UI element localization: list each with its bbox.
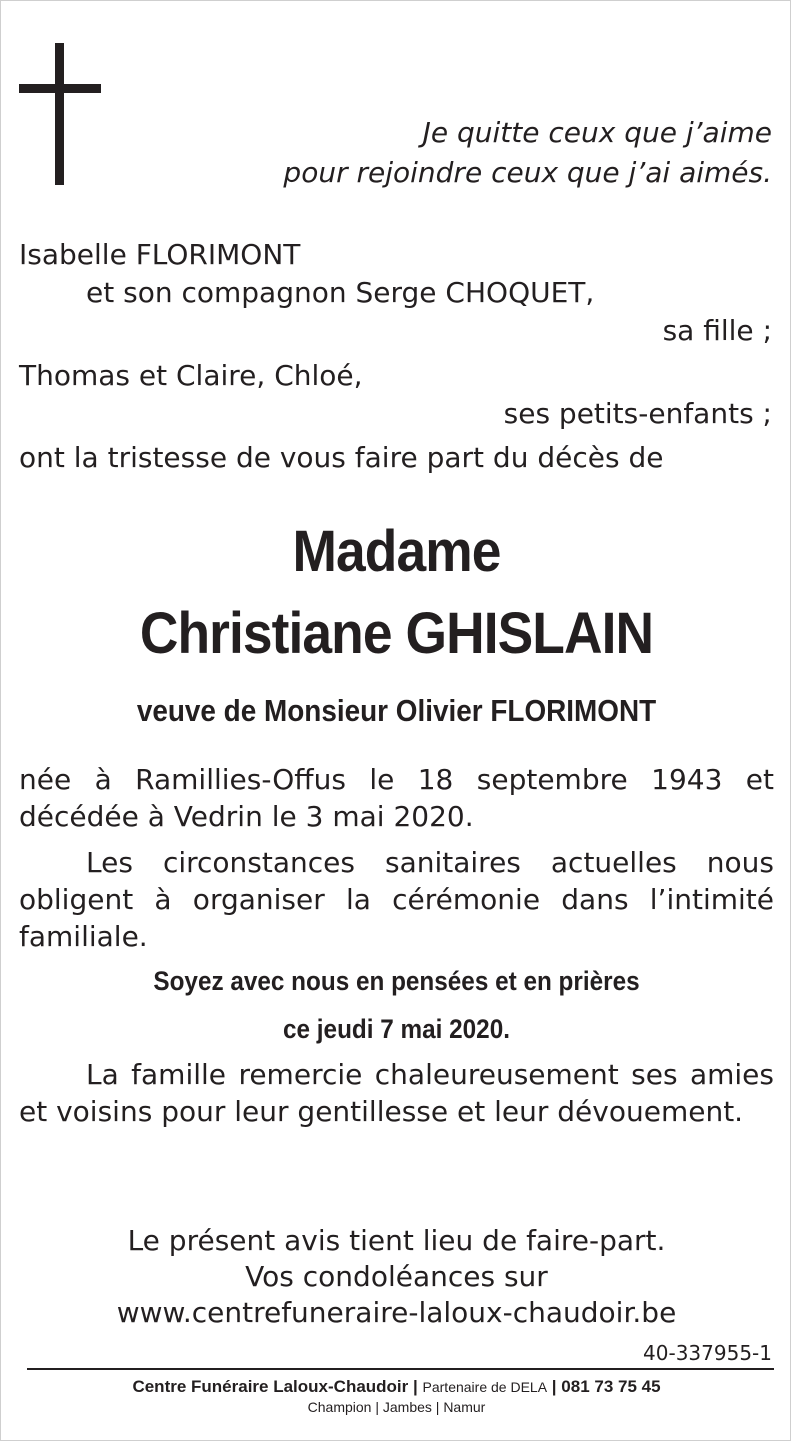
agency-line (1, 1376, 791, 1398)
birth-death-paragraph: née à Ramillies-Offus le 18 septembre 1943 et décédée à Vedrin le 3 mai 2020. (19, 763, 774, 833)
thanks-paragraph: La famille remercie chaleureusement ses amies et voisins pour leur gentillesse et leur dévouement. (19, 1058, 774, 1128)
reference-number: 40-337955-1 (643, 1341, 772, 1365)
quote-line-2: pour rejoindre ceux que j’ai aimés. (283, 156, 772, 189)
cross-horizontal-bar (19, 84, 101, 93)
epigraph-quote (283, 113, 772, 193)
prayer-line-1: Soyez avec nous en pensées et en prières (153, 966, 640, 996)
agency-partner: Partenaire de DELA (422, 1379, 548, 1395)
family-line-4: Thomas et Claire, Chloé, (19, 359, 363, 392)
deceased-name: Christiane GHISLAIN (139, 601, 654, 666)
family-line-5: ses petits-enfants ; (503, 397, 772, 430)
notice-line: Le présent avis tient lieu de faire-part. (127, 1224, 666, 1257)
widow-of-line: veuve de Monsieur Olivier FLORIMONT (136, 693, 657, 728)
family-line-2: et son compagnon Serge CHOQUET, (86, 276, 595, 309)
announcement-line: ont la tristesse de vous faire part du décès de (19, 441, 664, 474)
agency-locations: Champion | Jambes | Namur (307, 1399, 486, 1415)
separator-2: | (551, 1377, 557, 1396)
agency-name: Centre Funéraire Laloux-Chaudoir (132, 1377, 409, 1396)
cross-vertical-bar (55, 43, 64, 185)
condolences-line: Vos condoléances sur (245, 1260, 548, 1293)
family-line-3: sa fille ; (662, 314, 772, 347)
prayer-line-2: ce jeudi 7 mai 2020. (283, 1014, 510, 1044)
agency-phone[interactable]: 081 73 75 45 (561, 1377, 661, 1396)
deceased-title: Madame (292, 519, 501, 584)
circumstances-paragraph: Les circonstances sanitaires actuelles nous obligent à organiser la cérémonie dans l’intimité familiale. (19, 846, 774, 953)
footer-divider (27, 1368, 774, 1370)
quote-line-1: Je quitte ceux que j’aime (422, 116, 772, 149)
separator-1: | (413, 1377, 418, 1396)
family-line-1: Isabelle FLORIMONT (19, 238, 301, 271)
website-link[interactable]: www.centrefuneraire-laloux-chaudoir.be (116, 1296, 677, 1329)
